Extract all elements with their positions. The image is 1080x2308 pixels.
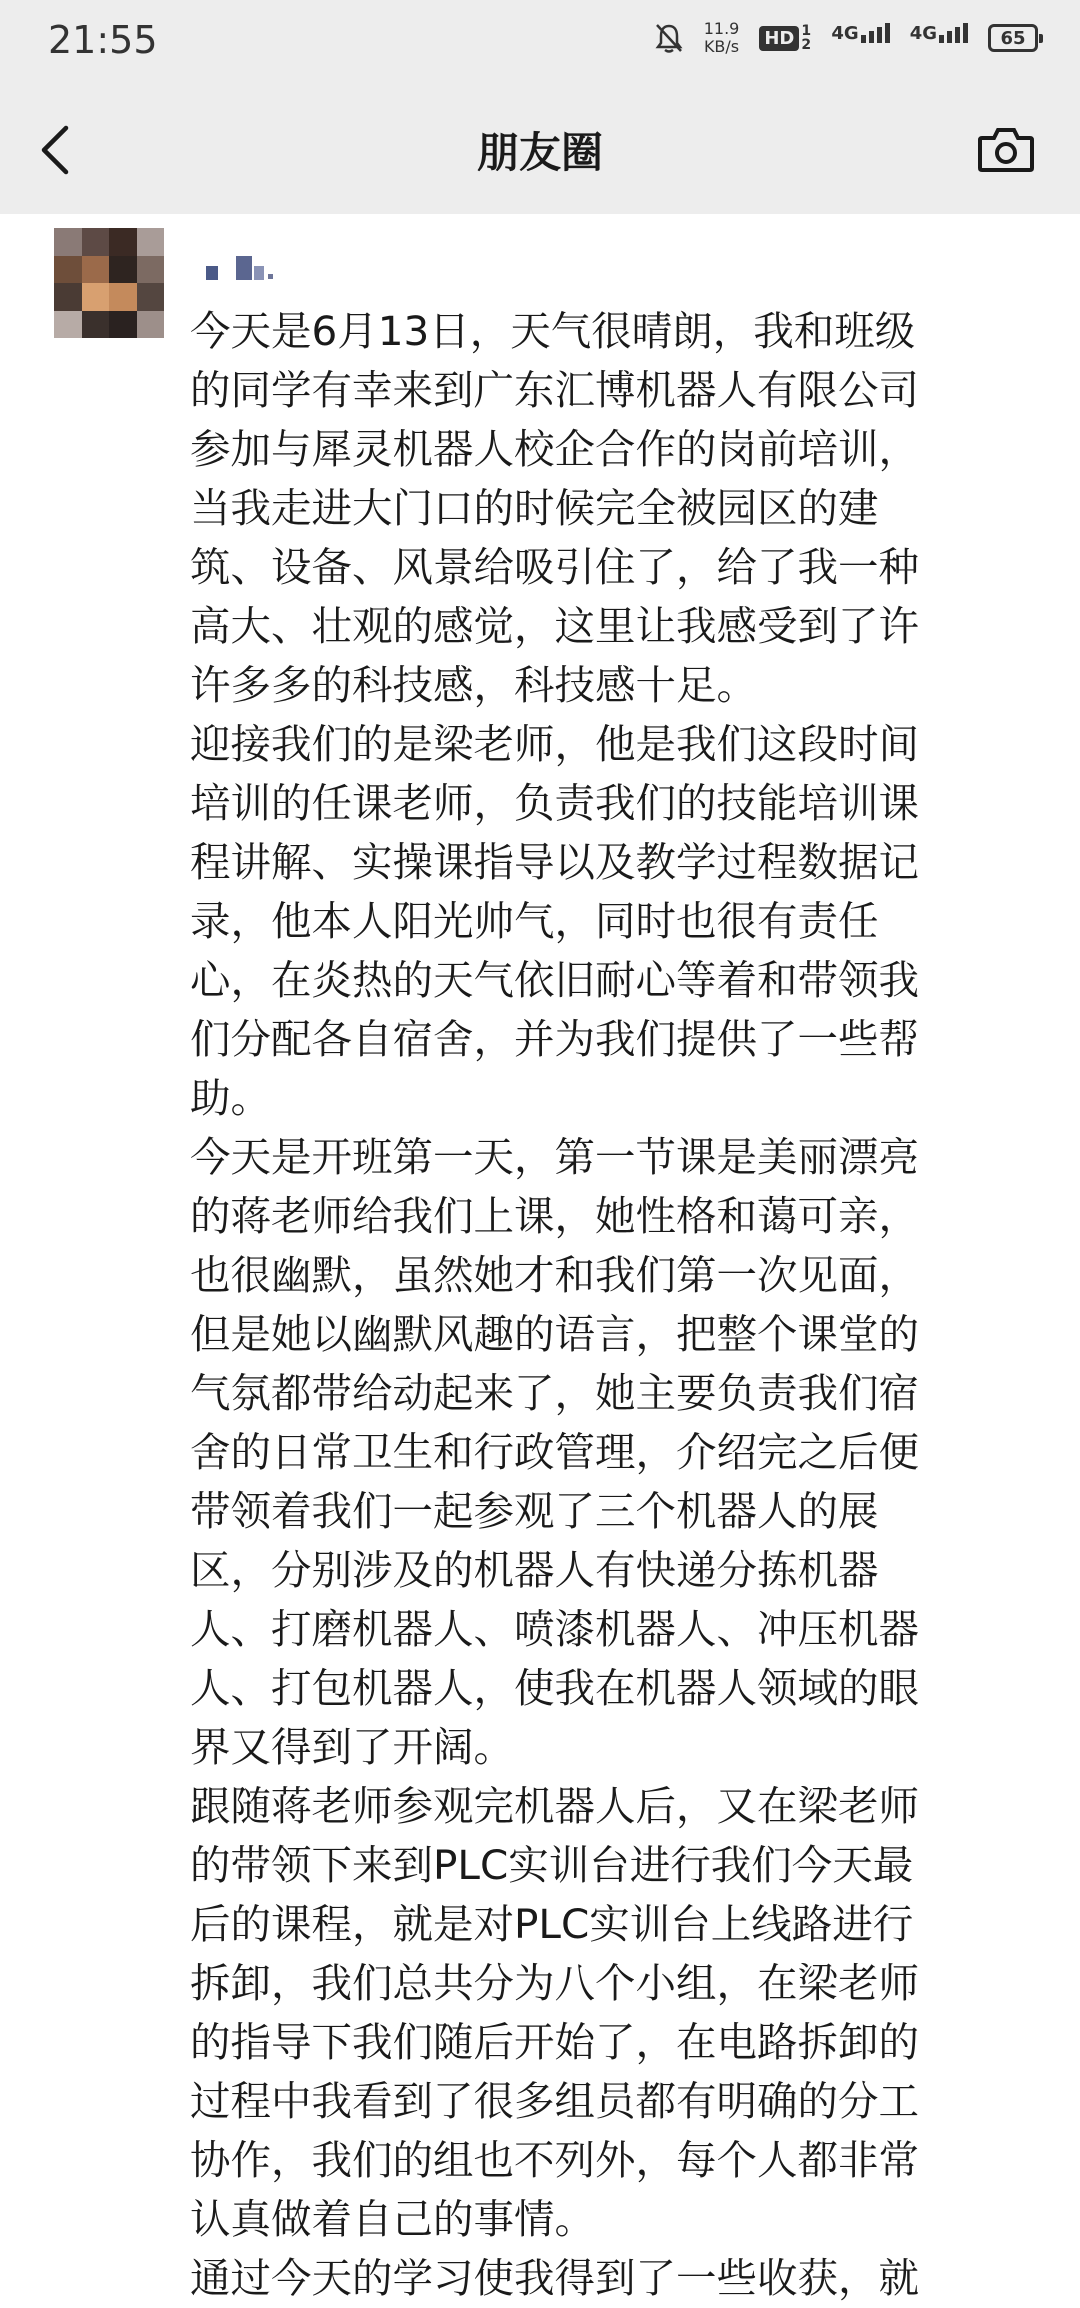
post-text: 今天是6月13日，天气很晴朗，我和班级 的同学有幸来到广东汇博机器人有限公司 参加与犀灵机器人校企合作的岗前培训， 当我走进大门口的时候完全被园区的建 筑、设备、风景给吸引住了，给了我一种 高大、壮观的感觉，这里让我感受到了许 许多多的科技感，科技感十足。 迎接我们的是梁老师，他是我们这段时间 培训的任课老师，负责我们的技能培训课 程讲解、实操课指导以及教学过程数据记 录，他本人阳光帅气，同时也很有责任 心，在炎热的天气依旧耐心等着和带领我 们分配各自宿舍，并为我们提供了一些帮 助。 今天是开班第一天，第一节课是美丽漂亮 的蒋老师给我们上课，她性格和蔼可亲， 也很幽默，虽然她才和我们第一次见面， 但是她以幽默风趣的语言，把整个课堂的 气氛都带给动起来了，她主要负责我们宿 舍的日常卫生和行政管理，介绍完之后便 带领着我们一起参观了三个机器人的展 区，分别涉及的机器人有快递分拣机器 人、打磨机器人、喷漆机器人、冲压机器 人、打包机器人，使我在机器人领域的眼 界又得到了开阔。 跟随蒋老师参观完机器人后，又在梁老师 的带领下来到PLC实训台进行我们今天最 后的课程，就是对PLC实训台上线路进行 拆卸，我们总共分为八个小组，在梁老师 的指导下我们随后开始了，在电路拆卸的 过程中我看到了很多组员都有明确的分工 协作，我们的组也不列外，每个人都非常 认真做着自己的事情。 通过今天的学习使我得到了一些收获，就 bbox=[190, 307, 919, 2302]
username[interactable] bbox=[192, 252, 312, 292]
signal-1-icon: 4G bbox=[831, 23, 889, 54]
avatar[interactable] bbox=[54, 228, 164, 338]
camera-icon[interactable] bbox=[976, 124, 1036, 174]
mute-bell-icon bbox=[654, 22, 684, 54]
signal-2-icon: 4G bbox=[910, 23, 968, 54]
page-title: 朋友圈 bbox=[476, 128, 603, 177]
nav-bar bbox=[0, 82, 1080, 214]
hd-indicator: HD 1 2 bbox=[759, 24, 811, 52]
status-time: 21:55 bbox=[48, 18, 158, 62]
network-speed: 11.9 KB/s bbox=[703, 19, 740, 56]
status-icons bbox=[654, 20, 1038, 56]
battery-icon: 65 bbox=[988, 24, 1038, 52]
status-bar bbox=[0, 0, 1080, 82]
